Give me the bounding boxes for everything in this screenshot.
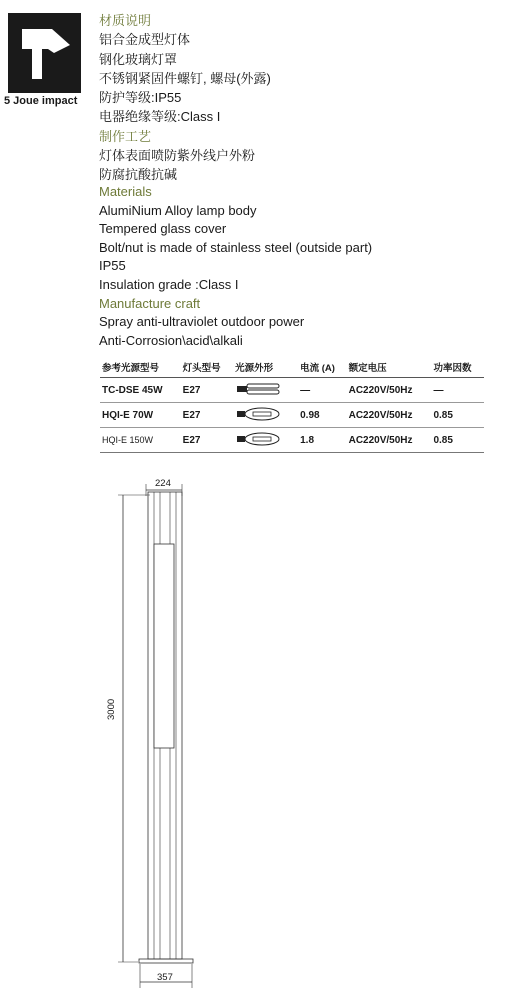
cell-base: E27	[181, 378, 233, 403]
col-header-model: 参考光源型号	[100, 357, 181, 378]
base-plate	[139, 959, 193, 963]
en-material-heading: Materials	[99, 184, 152, 199]
en-material-line: Bolt/nut is made of stainless steel (outside part)	[99, 239, 373, 255]
light-window	[154, 544, 174, 748]
cell-current: 0.98	[298, 403, 347, 428]
en-material-line: IP55	[99, 258, 126, 274]
table-row	[100, 378, 484, 403]
top-width-label: 224	[155, 478, 171, 489]
cell-model: TC-DSE 45W	[100, 378, 181, 403]
cell-shape	[233, 428, 298, 453]
en-material-line: AlumiNium Alloy lamp body	[99, 202, 257, 218]
cn-material-line: 电器绝缘等级:Class I	[99, 109, 221, 125]
light-source-table	[100, 357, 484, 453]
cn-material-heading: 材质说明	[99, 13, 152, 28]
col-header-base: 灯头型号	[181, 357, 233, 378]
cn-material-line: 铝合金成型灯体	[99, 32, 191, 48]
cn-material-line: 不锈钢紧固件螺钉, 螺母(外露)	[99, 70, 271, 86]
cell-shape	[233, 378, 298, 403]
cell-current: —	[298, 378, 347, 403]
cell-voltage: AC220V/50Hz	[347, 403, 432, 428]
metal-halide-lamp-icon	[235, 432, 283, 446]
cn-craft-heading: 制作工艺	[99, 128, 152, 144]
cell-voltage: AC220V/50Hz	[347, 378, 432, 403]
cn-craft-line: 灯体表面喷防紫外线户外粉	[99, 148, 256, 164]
cell-shape	[233, 403, 298, 428]
en-material-line: Insulation grade :Class I	[99, 276, 239, 292]
col-header-pf: 功率因数	[431, 357, 484, 378]
cell-voltage: AC220V/50Hz	[347, 428, 432, 453]
en-craft-heading: Manufacture craft	[99, 295, 201, 311]
cell-pf: 0.85	[431, 428, 484, 453]
en-craft-line: Anti-Corrosion\acid\alkali	[99, 332, 243, 348]
cn-material-line: 防护等级:IP55	[99, 90, 182, 106]
base-width-label: 357	[157, 972, 173, 983]
en-spec-section	[99, 183, 372, 350]
bollard-dimension-drawing	[0, 470, 514, 998]
metal-halide-lamp-icon	[235, 407, 283, 421]
table-header-row	[100, 357, 484, 378]
table-row	[100, 428, 484, 453]
cell-model: HQI-E 150W	[100, 428, 181, 453]
col-header-current: 电流 (A)	[298, 357, 347, 378]
en-material-line: Tempered glass cover	[99, 221, 227, 237]
cell-base: E27	[181, 428, 233, 453]
cell-pf: —	[431, 378, 484, 403]
brand-caption: 5 Joue impact	[4, 95, 78, 107]
height-label: 3000	[106, 698, 117, 720]
table-row	[100, 403, 484, 428]
compact-fluorescent-lamp-icon	[235, 382, 283, 396]
col-header-voltage: 额定电压	[347, 357, 432, 378]
cn-spec-section	[99, 11, 271, 185]
cell-base: E27	[181, 403, 233, 428]
cell-current: 1.8	[298, 428, 347, 453]
cn-craft-line: 防腐抗酸抗碱	[99, 167, 178, 183]
cell-model: HQI-E 70W	[100, 403, 181, 428]
cell-pf: 0.85	[431, 403, 484, 428]
cn-material-line: 钢化玻璃灯罩	[99, 51, 178, 67]
col-header-shape: 光源外形	[233, 357, 298, 378]
en-craft-line: Spray anti-ultraviolet outdoor power	[99, 314, 305, 330]
hammer-icon	[8, 13, 81, 93]
brand-logo	[8, 13, 81, 93]
